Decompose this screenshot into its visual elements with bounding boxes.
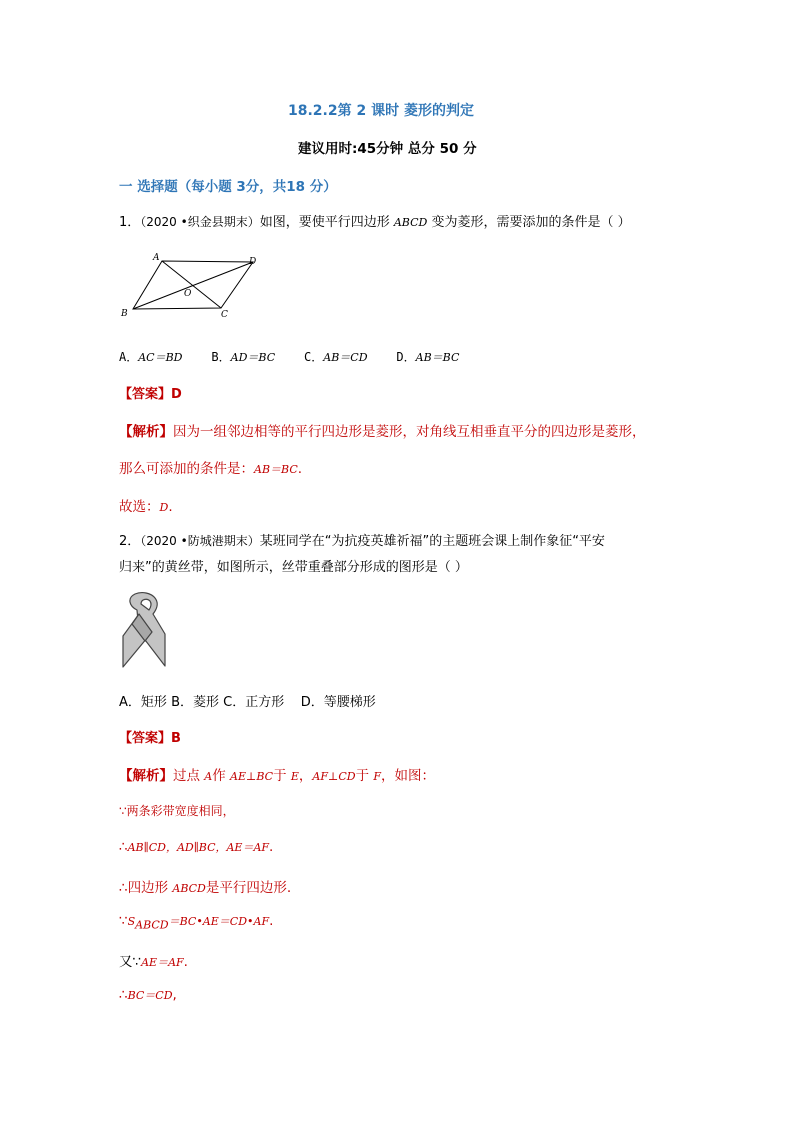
answer-tag: 【答案】 xyxy=(119,731,172,746)
option-d[interactable]: D．AB＝BC xyxy=(396,350,460,364)
stem-variable: ABCD xyxy=(393,216,428,229)
page-title: 18.2.2第 2 课时 菱形的判定 xyxy=(288,103,474,119)
stem-text: 如图，要使平行四边形 xyxy=(259,215,394,230)
figure-label-c: C xyxy=(221,310,228,320)
analysis-tag: 【解析】 xyxy=(119,424,173,440)
figure-label-d: D xyxy=(249,257,257,267)
question-1-analysis-line-3: 故选：D. xyxy=(119,499,173,515)
figure-label-o: O xyxy=(184,289,192,299)
stem-text: 变为菱形，需要添加的条件是（ ） xyxy=(427,215,631,230)
question-1-stem xyxy=(119,211,631,230)
question-2-options xyxy=(119,691,376,710)
question-2-analysis-line-7: ∴BC＝CD, xyxy=(119,987,177,1003)
question-2-analysis-line-3: ∴AB∥CD，AD∥BC，AE＝AF. xyxy=(119,839,274,855)
question-1-answer xyxy=(119,383,182,402)
question-2-analysis-line-6: 又∵AE＝AF. xyxy=(119,954,188,970)
question-1-analysis-line-2: 那么可添加的条件是：AB＝BC. xyxy=(119,461,303,477)
question-2-stem-line-1: 2．（2020 •防城港期末）某班同学在“为抗疫英雄祈福”的主题班会课上制作象征“平安 xyxy=(119,534,605,549)
question-2-analysis-line-2: ∵两条彩带宽度相同， xyxy=(119,804,235,818)
question-2-analysis-line-1: 【解析】过点 A作 AE⊥BC于 E，AF⊥CD于 F，如图： xyxy=(119,768,436,784)
parallelogram-figure xyxy=(115,250,265,322)
question-1-options xyxy=(119,348,459,365)
answer-value: D xyxy=(171,387,182,402)
answer-tag: 【答案】 xyxy=(119,387,172,402)
option-a[interactable]: A．AC＝BD xyxy=(119,350,183,364)
option-b[interactable]: B．AD＝BC xyxy=(211,350,276,364)
question-2-answer xyxy=(119,727,181,746)
option-b[interactable]: B．菱形 xyxy=(171,695,219,710)
answer-value: B xyxy=(171,731,181,746)
option-a[interactable]: A．矩形 xyxy=(119,695,167,710)
option-c[interactable]: C．正方形 xyxy=(223,695,285,710)
option-d[interactable]: D．等腰梯形 xyxy=(300,695,376,710)
question-2-analysis-line-4: ∴四边形 ABCD是平行四边形. xyxy=(119,880,292,896)
analysis-tag: 【解析】 xyxy=(119,768,173,784)
question-number: 2． xyxy=(119,534,141,549)
question-source: （2020 •防城港期末） xyxy=(140,534,260,548)
ribbon-figure xyxy=(117,590,173,670)
option-c[interactable]: C．AB＝CD xyxy=(304,350,368,364)
question-source: （2020 •织金县期末） xyxy=(140,215,260,229)
page-subtitle: 建议用时:45分钟 总分 50 分 xyxy=(298,141,477,157)
figure-label-b: B xyxy=(121,309,128,319)
question-number: 1． xyxy=(119,215,141,230)
question-2-stem-line-2: 归来”的黄丝带，如图所示，丝带重叠部分形成的图形是（ ） xyxy=(119,560,468,575)
question-2-analysis-line-5: $\because S_{ABCD}=BC•AE=CD•AF$. xyxy=(119,913,274,932)
section-heading: 一 选择题（每小题 3分，共18 分） xyxy=(119,179,337,195)
question-1-analysis-line-1: 【解析】因为一组邻边相等的平行四边形是菱形，对角线互相垂直平分的四边形是菱形， xyxy=(119,424,646,440)
figure-label-a: A xyxy=(153,253,160,263)
